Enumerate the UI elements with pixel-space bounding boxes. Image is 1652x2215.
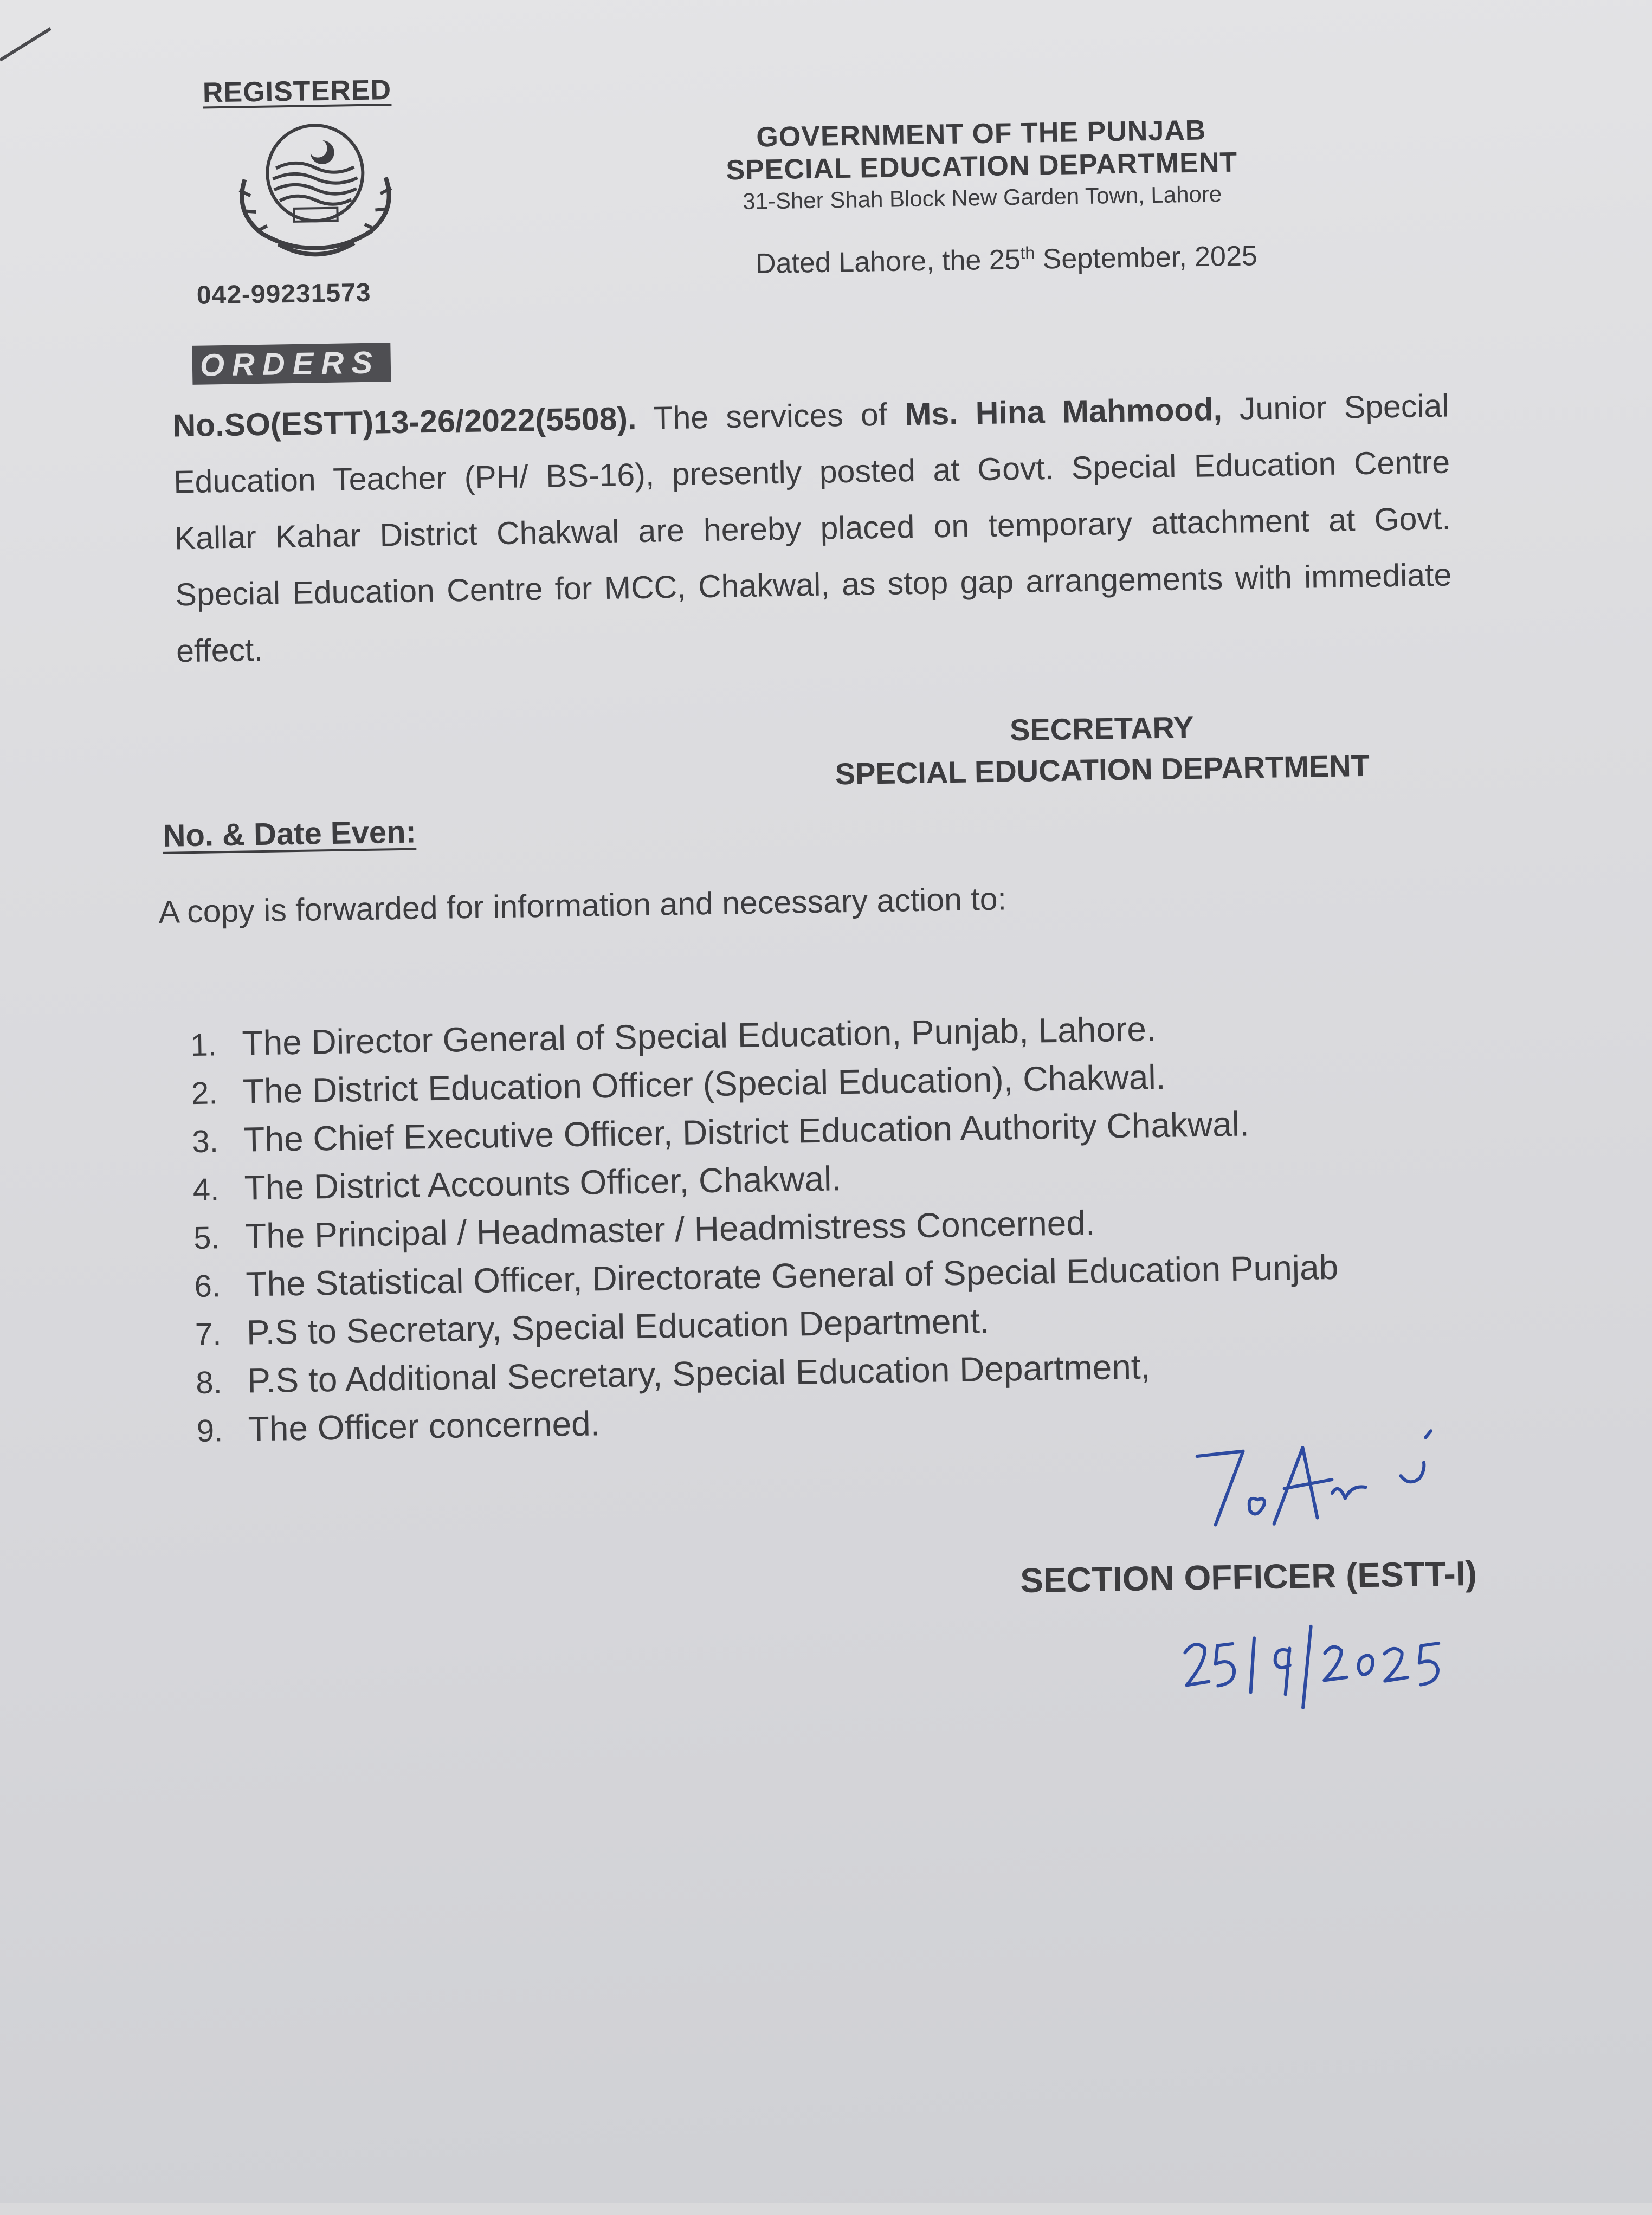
dated-superscript: th <box>1020 243 1035 263</box>
signatory-title: SECRETARY <box>1009 709 1194 747</box>
section-officer-title: SECTION OFFICER (ESTT-I) <box>1019 1553 1477 1600</box>
department-address: 31-Sher Shah Block New Garden Town, Lahore <box>742 181 1222 214</box>
item-number: 6. <box>194 1268 221 1305</box>
item-number: 4. <box>192 1172 220 1208</box>
item-text: The Chief Executive Officer, District Education Authority Chakwal. <box>243 1104 1250 1159</box>
government-title: GOVERNMENT OF THE PUNJAB <box>756 114 1206 153</box>
signatory-department: SPECIAL EDUCATION DEPARTMENT <box>835 748 1370 791</box>
item-number: 3. <box>191 1123 219 1160</box>
item-text: The District Education Officer (Special Education), Chakwal. <box>242 1057 1166 1111</box>
orders-heading: ORDERS <box>192 343 391 385</box>
item-text: P.S to Secretary, Special Education Department. <box>246 1301 990 1352</box>
item-number: 2. <box>191 1075 218 1112</box>
registered-label: REGISTERED <box>202 74 392 109</box>
order-paragraph <box>172 377 1453 679</box>
item-number: 7. <box>195 1316 222 1353</box>
item-number: 1. <box>190 1027 217 1063</box>
signature-initials <box>1191 1426 1475 1539</box>
department-title: SPECIAL EDUCATION DEPARTMENT <box>725 146 1238 186</box>
dated-suffix: September, 2025 <box>1034 240 1258 275</box>
item-number: 8. <box>195 1365 223 1401</box>
item-number: 5. <box>193 1220 221 1256</box>
order-number: No.SO(ESTT)13-26/2022(5508). <box>172 401 637 444</box>
forwarding-intro: A copy is forwarded for information and necessary action to: <box>158 881 1007 930</box>
employee-name: Ms. Hina Mahmood, <box>904 391 1223 432</box>
item-number: 9. <box>196 1413 223 1449</box>
handwritten-date <box>1178 1610 1483 1718</box>
item-text: The Statistical Officer, Directorate General of Special Education Punjab <box>245 1247 1339 1304</box>
item-text: The Officer concerned. <box>248 1404 601 1449</box>
punjab-emblem-icon <box>211 117 420 267</box>
dated-line <box>756 240 1258 280</box>
order-text-2: Junior Special Education Teacher (PH/ BS-16), presently posted at Govt. Special Education Centre Kallar Kahar District Chakwal are hereby placed on temporary attachment at Govt. Special Education Centre for MCC, Chakwal, as stop gap arrangements with immediate effect. <box>173 388 1452 669</box>
phone-number: 042-99231573 <box>196 278 371 310</box>
dated-prefix: Dated Lahore, the 25 <box>755 244 1021 280</box>
distribution-list <box>190 1003 1341 1455</box>
item-text: The Principal / Headmaster / Headmistress Concerned. <box>244 1203 1096 1256</box>
item-text: The District Accounts Officer, Chakwal. <box>244 1159 842 1207</box>
item-text: P.S to Additional Secretary, Special Education Department, <box>247 1347 1151 1400</box>
order-text-1: The services of <box>636 396 905 437</box>
item-text: The Director General of Special Education, Punjab, Lahore. <box>241 1009 1157 1063</box>
date-even-heading: No. & Date Even: <box>163 814 417 854</box>
letterhead <box>710 113 1254 217</box>
signatory-block <box>768 703 1436 796</box>
